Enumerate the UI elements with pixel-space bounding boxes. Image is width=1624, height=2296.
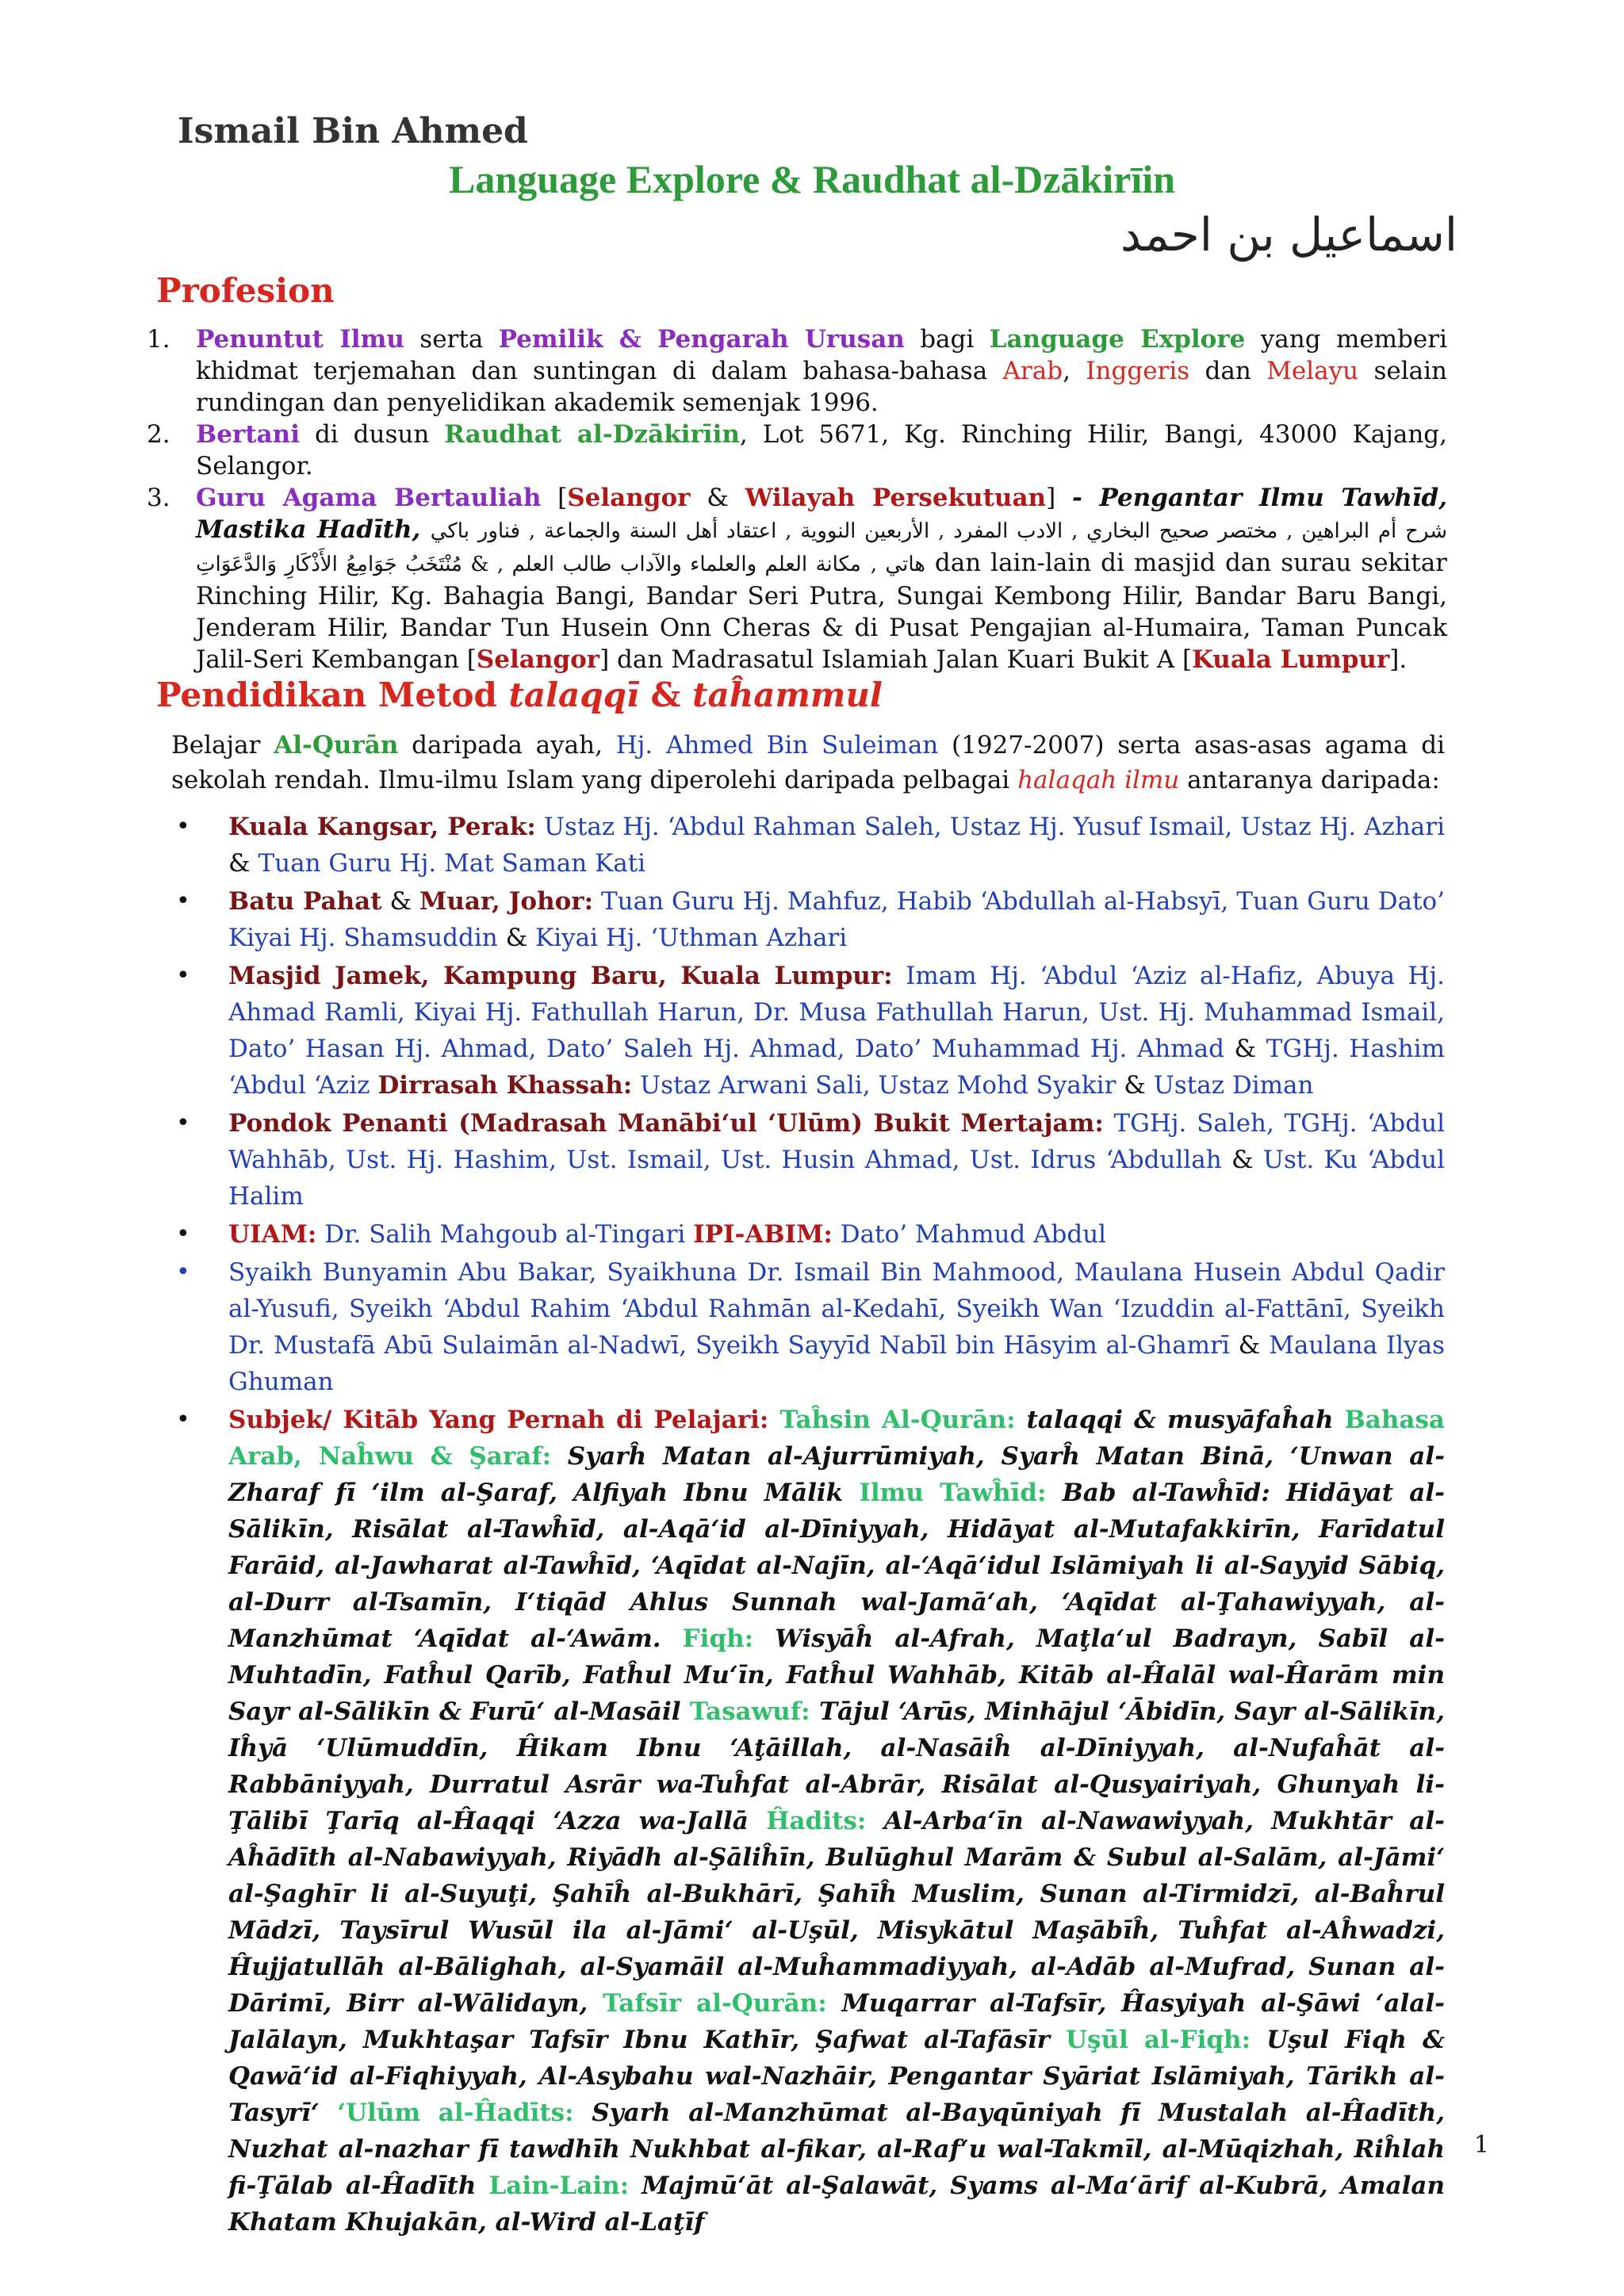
teacher-names: Kiyai Hj. ‘Uthman Azhari	[535, 924, 848, 952]
state-label: Selangor	[567, 484, 691, 512]
quran-label: Al-Qurān	[274, 731, 399, 760]
text: ,	[1063, 357, 1086, 385]
place-label: Batu Pahat	[228, 887, 382, 916]
teacher-names: Maulana Ilyas Ghuman	[228, 1331, 1446, 1396]
item-number: 3.	[147, 484, 170, 512]
text: &	[1116, 1071, 1154, 1100]
place-label: Masjid Jamek, Kampung Baru, Kuala Lumpur:	[228, 962, 893, 990]
subject-category: Fiqh:	[682, 1624, 776, 1653]
text: &	[1221, 1146, 1263, 1174]
book-list: Syarĥ Matan al-Ajurrūmiyah, Syarĥ Matan Binā, ‘Unwan al-Zharaf fī ‘ilm al-Şaraf, Alfiyah Ibnu Mālik	[228, 1442, 1445, 1507]
item-number: 1.	[147, 325, 170, 354]
book-list: Wisyāĥ al-Afrah, Maţla‘ul Badrayn, Sabīl al-Muhtadīn, Fatĥul Qarīb, Fatĥul Mu‘īn, Fatĥul Wahhāb, Kitāb al-Ĥalāl wal-Ĥarām min Sayr al-Sālikīn & Furū‘ al-Masāil	[228, 1624, 1445, 1726]
place-label: UIAM:	[228, 1220, 317, 1249]
text: bagi	[904, 325, 990, 354]
teacher-names: Ustaz Hj. ‘Abdul Rahman Saleh, Ustaz Hj. Yusuf Ismail, Ustaz Hj. Azhari	[535, 813, 1445, 841]
profesion-list	[147, 323, 1447, 675]
bullet-icon: •	[176, 1220, 190, 1248]
state-label: Selangor	[476, 645, 600, 674]
list-item	[171, 883, 1445, 956]
role-label: Penuntut Ilmu	[196, 325, 404, 354]
text: daripada ayah,	[398, 731, 616, 760]
book-list: Uşul Fiqh & Qawā‘id al-Fiqhiyyah, Al-Asybahu wal-Nazhāir, Pengantar Syāriat Islāmiyah, Tārikh al-Tasyrī‘	[228, 2026, 1446, 2127]
state-label: Wilayah Persekutuan	[745, 484, 1047, 512]
bullet-icon: •	[176, 1406, 190, 1433]
role-label: Bertani	[196, 420, 300, 449]
teacher-names: Tuan Guru Hj. Mahfuz, Habib ‘Abdullah al-Habsyī, Tuan Guru Dato’ Kiyai Hj. Shamsuddin	[228, 887, 1446, 952]
bullet-icon: •	[176, 1258, 190, 1286]
teacher-names: TGHj. Saleh, TGHj. ‘Abdul Wahhāb, Ust. Hj. Hashim, Ust. Ismail, Ust. Husin Ahmad, Ust. Idrus ‘Abdullah	[228, 1109, 1445, 1174]
education-intro	[171, 728, 1445, 798]
text: ].	[1389, 645, 1408, 674]
list-item	[171, 958, 1445, 1104]
profesion-item	[147, 323, 1447, 419]
text: yang memberi khidmat terjemahan dan suntingan di dalam bahasa-bahasa	[196, 325, 1448, 385]
teacher-names: Tuan Guru Hj. Mat Saman Kati	[258, 849, 646, 878]
role-label: Guru Agama Bertauliah	[196, 484, 542, 512]
text: &	[228, 849, 259, 878]
list-item-subjects	[171, 1402, 1445, 2241]
role-label: Pemilik & Pengarah Urusan	[498, 325, 905, 354]
place-label: Dirrasah Khassah:	[377, 1071, 633, 1100]
text: (1927-2007) serta asas-asas agama di sekolah rendah. Ilmu-ilmu Islam yang diperolehi daripada pelbagai	[171, 731, 1445, 794]
item-number: 2.	[147, 420, 170, 449]
language-label: Inggeris	[1086, 357, 1190, 385]
section-heading-pendidikan	[156, 675, 883, 714]
place-name: Raudhat al-Dzākirīin	[444, 420, 740, 449]
subject-category: ‘Ulūm al-Ĥadīts:	[337, 2099, 592, 2127]
teacher-names: Dato’ Mahmud Abdul	[832, 1220, 1107, 1249]
heading-part: taĥammul	[692, 675, 883, 714]
teacher-names: Ustaz Diman	[1153, 1071, 1314, 1100]
text: ] dan Madrasatul Islamiah Jalan Kuari Bukit A [	[599, 645, 1193, 674]
teacher-names: Dr. Salih Mahgoub al-Tingari	[316, 1220, 694, 1249]
subjects-label: Subjek/ Kitāb Yang Pernah di Pelajari:	[228, 1406, 769, 1434]
document-subtitle: Language Explore & Raudhat al-Dzākirīin	[449, 157, 1175, 201]
teacher-names: Ustaz Arwani Sali, Ustaz Mohd Syakir	[632, 1071, 1116, 1100]
text: &	[1224, 1035, 1266, 1063]
text: &	[690, 484, 745, 512]
book-list: Tājul ‘Arūs, Minhājul ‘Ābidīn, Sayr al-Sālikīn, Iĥyā ‘Ulūmuddīn, Ĥikam Ibnu ‘Aţāillah, al-Nasāiĥ al-Dīniyyah, al-Nufaĥāt al-Rabbāniyyah, Durratul Asrār wa-Tuĥfat al-Abrār, Risālat al-Qusyairiyah, Ghunyah li-Ţālibī Ţarīq al-Ĥaqqi ‘Azza wa-Jallā	[228, 1697, 1445, 1835]
teacher-names: Syaikh Bunyamin Abu Bakar, Syaikhuna Dr. Ismail Bin Mahmood, Maulana Husein Abdul Qadir al-Yusufi, Syeikh ‘Abdul Rahim ‘Abdul Rahmān al-Kedahī, Syeikh Wan ‘Izuddin al-Fattānī, Syeikh Dr. Mustafā Abū Sulaimān al-Nadwī, Syeikh Sayyīd Nabīl bin Hāsyim al-Ghamrī	[228, 1258, 1445, 1360]
section-heading-profesion: Profesion	[156, 271, 335, 310]
text: &	[497, 924, 536, 952]
subject-category: Taĥsin Al-Qurān:	[768, 1406, 1027, 1434]
arabic-book-list: شرح أم البراهين , مختصر صحيح البخاري , الادب المفرد , الأربعين النووية , اعتقاد أهل السنة والجماعة , فناور باكي هاتي ,	[430, 519, 1447, 576]
text: &	[381, 887, 420, 916]
subject-category: Ĥadits:	[766, 1807, 884, 1835]
text: ]	[1046, 484, 1072, 512]
profesion-item	[147, 419, 1447, 482]
teacher-list	[171, 809, 1445, 2242]
arabic-book-list: مكانة العلم والعلماء والآداب طالب العلم , & مُنْتَخَبُ جَوَامِعُ الأَذْكَارِ وَالدَّعَوَاتِ	[196, 553, 861, 576]
teacher-names: Ust. Ku ‘Abdul Halim	[228, 1146, 1445, 1211]
teacher-names: Imam Hj. ‘Abdul ‘Aziz al-Hafiz, Abuya Hj. Ahmad Ramli, Kiyai Hj. Fathullah Harun, Dr. Musa Fathullah Harun, Ust. Hj. Muhammad Ismail, Dato’ Hasan Hj. Ahmad, Dato’ Saleh Hj. Ahmad, Dato’ Muhammad Hj. Ahmad	[228, 962, 1446, 1063]
bullet-icon: •	[176, 962, 190, 989]
text: [	[541, 484, 568, 512]
heading-part: &	[638, 675, 693, 714]
text: selain rundingan dan penyelidikan akademik semenjak 1996.	[196, 357, 1448, 417]
list-item	[171, 1254, 1445, 1400]
page-number: 1	[1473, 2131, 1489, 2159]
subject-category: Bahasa Arab, Naĥwu & Şaraf:	[228, 1406, 1445, 1471]
heading-part: Pendidikan Metod	[156, 675, 509, 714]
language-label: Arab	[1002, 357, 1063, 385]
bullet-icon: •	[176, 813, 190, 840]
text: antaranya daripada:	[1179, 766, 1440, 794]
subject-category: Ilmu Tawĥīd:	[859, 1479, 1063, 1507]
subject-category: Uşūl al-Fiqh:	[1065, 2026, 1267, 2054]
book-list: - Pengantar Ilmu Tawhīd, Mastika Hadīth,	[196, 484, 1447, 544]
profesion-item	[147, 482, 1447, 675]
list-item	[171, 1105, 1445, 1215]
bullet-icon: •	[176, 1109, 190, 1137]
father-name: Hj. Ahmed Bin Suleiman	[615, 731, 939, 760]
place-label: IPI-ABIM:	[693, 1220, 833, 1249]
list-item	[171, 809, 1445, 882]
book-list: Majmū‘āt al-Şalawāt, Syams al-Ma‘ārif al-Kubrā, Amalan Khatam Khujakān, al-Wird al-Laţīf	[228, 2172, 1445, 2237]
arabic-name: اسماعيل بن احمد	[1120, 208, 1457, 262]
text: di dusun	[299, 420, 445, 449]
author-name: Ismail Bin Ahmed	[178, 111, 528, 151]
book-list: Muqarrar al-Tafsīr, Ĥasyiyah al-Şāwi ‘alal-Jalālayn, Mukhtaşar Tafsīr Ibnu Kathīr, Şafwat al-Tafāsīr	[228, 1989, 1445, 2054]
place-label: Pondok Penanti (Madrasah Manābi‘ul ‘Ulūm) Bukit Mertajam:	[228, 1109, 1104, 1138]
book-list: talaqqi & musyāfaĥah	[1026, 1406, 1345, 1434]
heading-part: talaqqī	[508, 675, 639, 714]
book-list: Bab al-Tawĥīd: Hidāyat al-Sālikīn, Risālat al-Tawĥīd, al-Aqā‘id al-Dīniyyah, Hidāyat al-Mutafakkirīn, Farīdatul Farāid, al-Jawharat al-Tawĥīd, ‘Aqīdat al-Najīn, al-‘Aqā‘idul Islāmiyah li al-Sayyid Sābiq, al-Durr al-Tsamīn, I‘tiqād Ahlus Sunnah wal-Jamā‘ah, ‘Aqīdat al-Ţahawiyyah, al-Manzhūmat ‘Aqīdat al-‘Awām.	[228, 1479, 1446, 1653]
subject-category: Tasawuf:	[689, 1697, 819, 1726]
list-item	[171, 1216, 1445, 1253]
text: Belajar	[171, 731, 274, 760]
org-name: Language Explore	[989, 325, 1246, 354]
halaqah-label: halaqah ilmu	[1017, 766, 1180, 794]
text: serta	[404, 325, 499, 354]
place-label: Kuala Kangsar, Perak:	[228, 813, 536, 841]
state-label: Kuala Lumpur	[1192, 645, 1390, 674]
text: dan	[1189, 357, 1267, 385]
language-label: Melayu	[1266, 357, 1359, 385]
book-list: Syarh al-Manzhūmat al-Bayqūniyah fī Mustalah al-Ĥadīth, Nuzhat al-nazhar fī tawdhīh Nukhbat al-fikar, al-Raf‘u wal-Takmīl, al-Mūqizhah, Riĥlah fi-Ţālab al-Ĥadīth	[228, 2099, 1445, 2200]
text: dan lain-lain di masjid dan surau sekitar Rinching Hilir, Kg. Bahagia Bangi, Bandar Seri Putra, Sungai Kembong Hilir, Bandar Baru Bangi, Jenderam Hilir, Bandar Tun Husein Onn Cheras & di Pusat Pengajian al-Humaira, Taman Puncak Jalil-Seri Kembangan [	[196, 549, 1447, 674]
book-list: Al-Arba‘īn al-Nawawiyyah, Mukhtār al-Aĥādīth al-Nabawiyyah, Riyādh al-Şāliĥīn, Bulūghul Marām & Subul al-Salām, al-Jāmi‘ al-Şaghīr li al-Suyuţi, Şahīĥ al-Bukhārī, Şahīĥ Muslim, Sunan al-Tirmidzī, al-Baĥrul Mādzī, Taysīrul Wusūl ila al-Jāmi‘ al-Uşūl, Misykātul Maşābīĥ, Tuĥfat al-Aĥwadzi, Ĥujjatullāh al-Bālighah, al-Syamāil al-Muĥammadiyyah, al-Adāb al-Mufrad, Sunan al-Dārimī, Birr al-Wālidayn,	[228, 1807, 1445, 2018]
text: , Lot 5671, Kg. Rinching Hilir, Bangi, 43000 Kajang, Selangor.	[196, 420, 1447, 480]
bullet-icon: •	[176, 887, 190, 915]
subject-category: Tafsīr al-Qurān:	[603, 1989, 842, 2018]
teacher-names: TGHj. Hashim ‘Abdul ‘Aziz	[228, 1035, 1445, 1100]
place-label: Muar, Johor:	[419, 887, 594, 916]
text: &	[1229, 1331, 1270, 1360]
subject-category: Lain-Lain:	[488, 2172, 642, 2200]
